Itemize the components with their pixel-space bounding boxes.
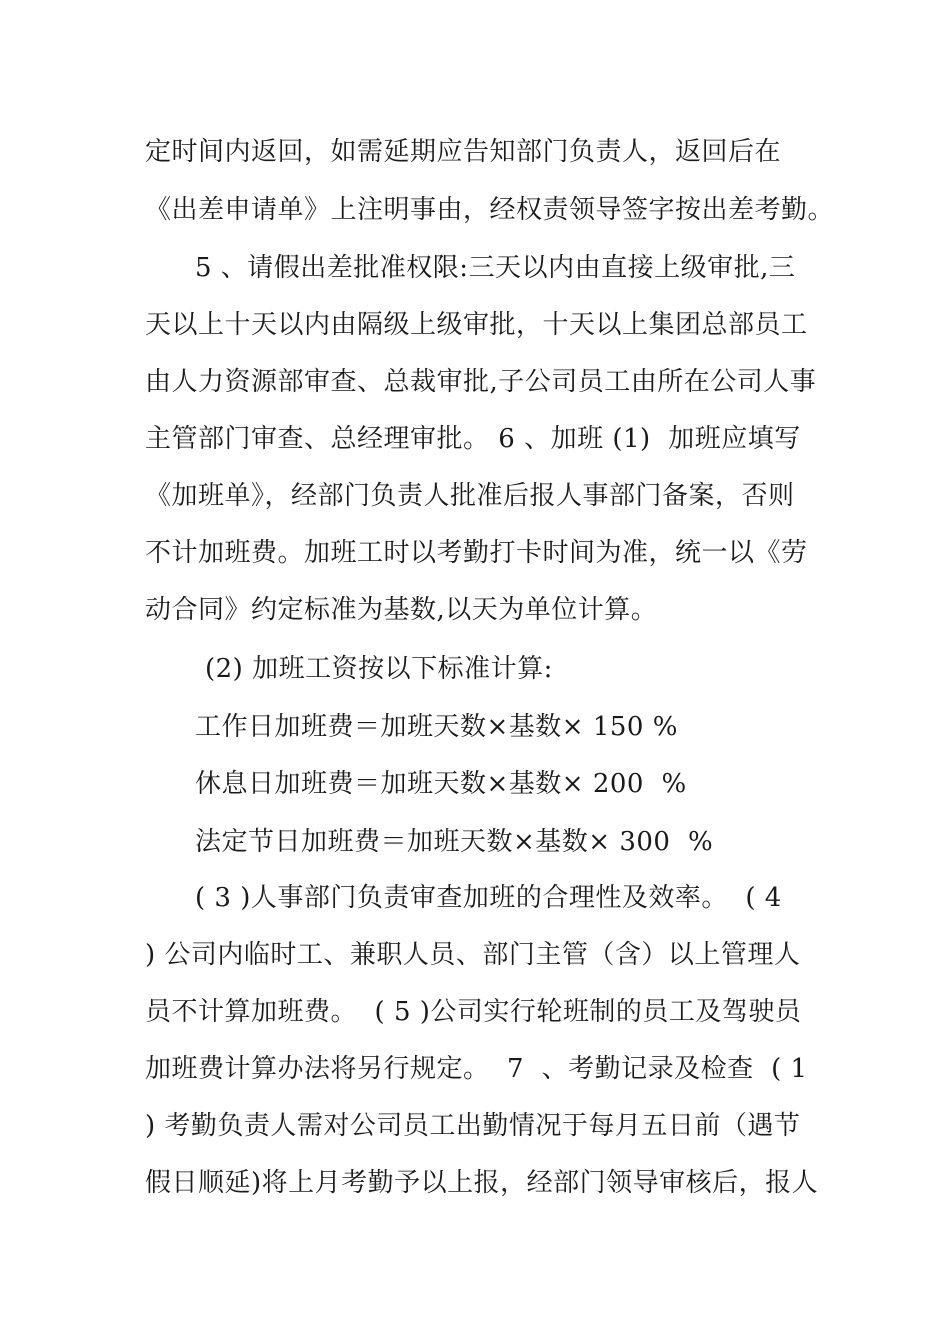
text-line-14: ( 3 )人事部门负责审查加班的合理性及效率。 ( 4: [195, 883, 782, 913]
text-line-8: 不计加班费。加班工时以考勤打卡时间为准，统一以《劳: [145, 538, 808, 568]
text-line-6: 主管部门审查、总经理审批。 6 、加班 (1) 加班应填写: [145, 424, 801, 454]
text-line-15: ) 公司内临时工、兼职人员、部门主管（含）以上管理人: [145, 940, 801, 970]
text-line-4: 天以上十天以内由隔级上级审批，十天以上集团总部员工: [145, 310, 808, 340]
text-line-19: 假日顺延)将上月考勤予以上报，经部门领导审核后，报人: [145, 1168, 819, 1198]
text-line-18: ) 考勤负责人需对公司员工出勤情况于每月五日前（遇节: [145, 1111, 801, 1141]
formula-holiday: 法定节日加班费＝加班天数×基数× 300 %: [195, 827, 714, 857]
text-line-3: 5 、请假出差批准权限:三天以内由直接上级审批,三: [195, 253, 796, 283]
text-line-5: 由人力资源部审查、总裁审批,子公司员工由所在公司人事: [145, 367, 817, 397]
text-line-16: 员不计算加班费。 ( 5 )公司实行轮班制的员工及驾驶员: [145, 997, 802, 1027]
text-line-1: 定时间内返回，如需延期应告知部门负责人，返回后在: [145, 137, 782, 167]
text-line-10: (2) 加班工资按以下标准计算:: [205, 654, 553, 684]
text-line-2: 《出差申请单》上注明事由，经权责领导签字按出差考勤。: [145, 195, 835, 225]
formula-workday: 工作日加班费＝加班天数×基数× 150 %: [195, 712, 678, 742]
text-line-17: 加班费计算办法将另行规定。 7 、考勤记录及检查 ( 1: [145, 1054, 808, 1084]
text-line-9: 动合同》约定标准为基数,以天为单位计算。: [145, 595, 658, 625]
formula-restday: 休息日加班费＝加班天数×基数× 200 %: [195, 769, 687, 799]
text-line-7: 《加班单》，经部门负责人批准后报人事部门备案，否则: [145, 481, 795, 511]
